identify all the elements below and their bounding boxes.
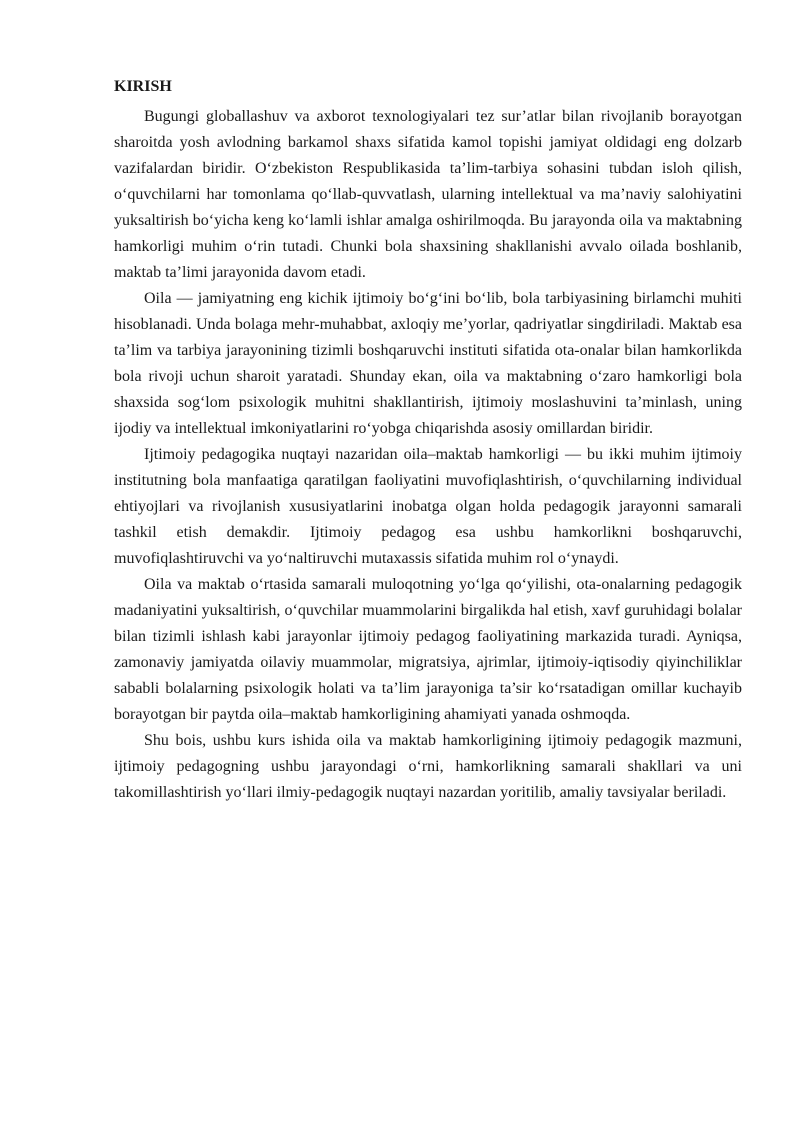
document-body bbox=[114, 76, 742, 806]
paragraph-2: Oila — jamiyatning eng kichik ijtimoiy bo‘g‘ini bo‘lib, bola tarbiyasining birlamchi muhiti hisoblanadi. Unda bolaga mehr-muhabbat, axloqiy me’yorlar, qadriyatlar singdiriladi. Maktab esa ta’lim va tarbiya jarayonining tizimli boshqaruvchi instituti sifatida ota-onalar bilan hamkorlikda bola rivoji uchun sharoit yaratadi. Shunday ekan, oila va maktabning o‘zaro hamkorligi bola shaxsida sog‘lom psixologik muhitni shakllantirish, ijtimoiy moslashuvini ta’minlash, uning ijodiy va intellektual imkoniyatlarini ro‘yobga chiqarishda asosiy omillardan biridir. bbox=[114, 290, 742, 437]
paragraph-1: Bugungi globallashuv va axborot texnologiyalari tez sur’atlar bilan rivojlanib borayotgan sharoitda yosh avlodning barkamol shaxs sifatida kamol topishi jamiyat oldidagi eng dolzarb vazifalardan biridir. O‘zbekiston Respublikasida ta’lim-tarbiya sohasini tubdan isloh qilish, o‘quvchilarni har tomonlama qo‘llab-quvvatlash, ularning intellektual va ma’naviy salohiyatini yuksaltirish bo‘yicha keng ko‘lamli ishlar amalga oshirilmoqda. Bu jarayonda oila va maktabning hamkorligi muhim o‘rin tutadi. Chunki bola shaxsining shakllanishi avvalo oilada boshlanib, maktab ta’limi jarayonida davom etadi. bbox=[114, 108, 742, 281]
paragraph-3: Ijtimoiy pedagogika nuqtayi nazaridan oila–maktab hamkorligi — bu ikki muhim ijtimoiy institutning bola manfaatiga qaratilgan faoliyatini muvofiqlashtirish, o‘quvchilarning individual ehtiyojlari va rivojlanish xususiyatlarini inobatga olgan holda pedagogik jarayonni samarali tashkil etish demakdir. Ijtimoiy pedagog esa ushbu hamkorlikni boshqaruvchi, muvofiqlashtiruvchi va yo‘naltiruvchi mutaxassis sifatida muhim rol o‘ynaydi. bbox=[114, 446, 742, 567]
paragraph-4: Oila va maktab o‘rtasida samarali muloqotning yo‘lga qo‘yilishi, ota-onalarning pedagogik madaniyatini yuksaltirish, o‘quvchilar muammolarini birgalikda hal etish, xavf guruhidagi bolalar bilan tizimli ishlash kabi jarayonlar ijtimoiy pedagog faoliyatining markazida turadi. Ayniqsa, zamonaviy jamiyatda oilaviy muammolar, migratsiya, ajrimlar, ijtimoiy-iqtisodiy qiyinchiliklar sababli bolalarning psixologik holati va ta’lim jarayoniga ta’sir ko‘rsatadigan omillar kuchayib borayotgan bir paytda oila–maktab hamkorligining ahamiyati yanada oshmoqda. bbox=[114, 576, 742, 723]
section-heading: KIRISH bbox=[114, 78, 172, 95]
paragraph-5: Shu bois, ushbu kurs ishida oila va maktab hamkorligining ijtimoiy pedagogik mazmuni, ijtimoiy pedagogning ushbu jarayondagi o‘rni, hamkorlikning samarali shakllari va uni takomillashtirish yo‘llari ilmiy-pedagogik nuqtayi nazardan yoritilib, amaliy tavsiyalar beriladi. bbox=[114, 732, 742, 801]
